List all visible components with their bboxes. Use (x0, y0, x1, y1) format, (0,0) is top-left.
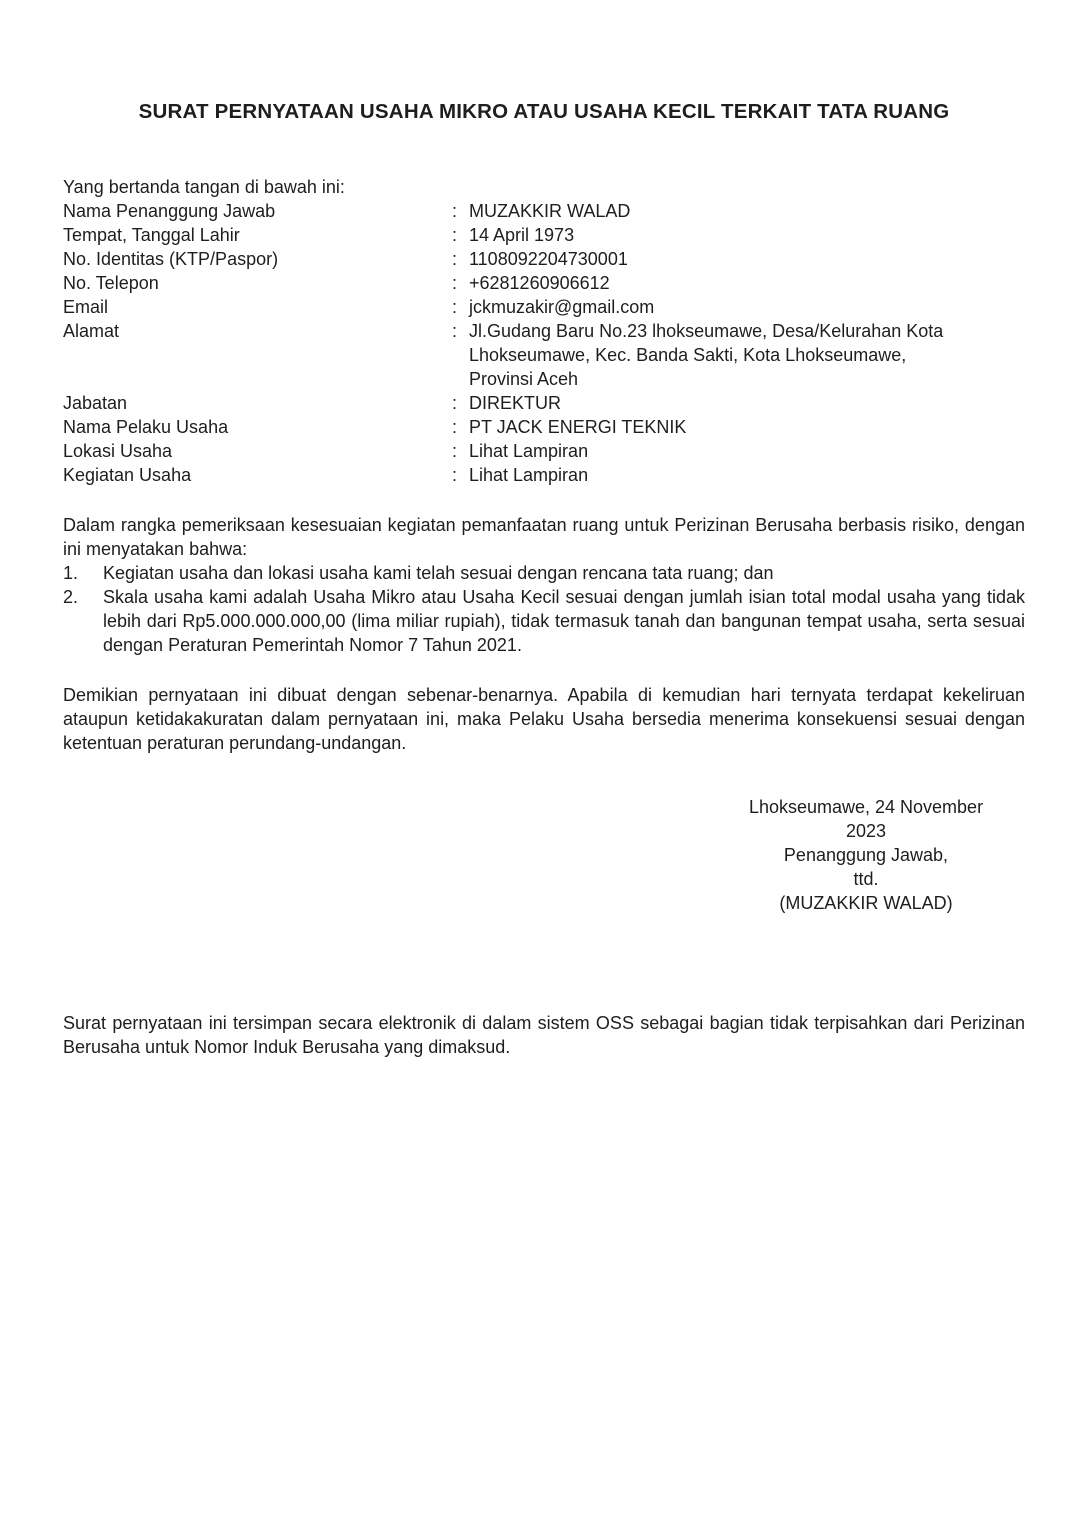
field-label: Jabatan (63, 393, 128, 413)
list-text: Kegiatan usaha dan lokasi usaha kami telah sesuai dengan rencana tata ruang; dan (103, 563, 774, 583)
field-label: No. Identitas (KTP/Paspor) (63, 249, 279, 269)
field-value-alamat (469, 319, 1025, 391)
document-title: SURAT PERNYATAAN USAHA MIKRO ATAU USAHA KECIL TERKAIT TATA RUANG (138, 100, 950, 123)
signature-place-date-line-2: 2023 (845, 821, 887, 841)
field-colon: : (452, 417, 458, 437)
field-label: Alamat (63, 321, 120, 341)
field-colon: : (452, 273, 458, 293)
field-row-nama-penanggung-jawab (63, 199, 1025, 223)
field-value: PT JACK ENERGI TEKNIK (469, 417, 687, 437)
signature-name: (MUZAKKIR WALAD) (779, 893, 953, 913)
field-row-tempat-tanggal-lahir (63, 223, 1025, 247)
list-text: Skala usaha kami adalah Usaha Mikro atau Usaha Kecil sesuai dengan jumlah isian total modal usaha yang tidak lebih dari Rp5.000.000.000,00 (lima miliar rupiah), tidak termasuk tanah dan bangunan tempat usaha, serta sesuai dengan Peraturan Pemerintah Nomor 7 Tahun 2021. (103, 587, 1025, 655)
field-row-nama-pelaku-usaha (63, 415, 1025, 439)
field-label: No. Telepon (63, 273, 159, 293)
footer-paragraph: Surat pernyataan ini tersimpan secara elektronik di dalam sistem OSS sebagai bagian tidak terpisahkan dari Perizinan Berusaha untuk Nomor Induk Berusaha yang dimaksud. (63, 1013, 1025, 1057)
field-value: Lihat Lampiran (469, 441, 589, 461)
field-row-email (63, 295, 1025, 319)
closing-paragraph: Demikian pernyataan ini dibuat dengan sebenar-benarnya. Apabila di kemudian hari ternyata terdapat kekeliruan ataupun ketidakakuratan dalam pernyataan ini, maka Pelaku Usaha bersedia menerima konsekuensi sesuai dengan ketentuan peraturan perundang-undangan. (63, 685, 1025, 753)
alamat-line-2: Lhokseumawe, Kec. Banda Sakti, Kota Lhokseumawe, (469, 345, 907, 365)
alamat-line-3: Provinsi Aceh (469, 369, 579, 389)
field-row-no-telepon (63, 271, 1025, 295)
field-colon: : (452, 201, 458, 221)
field-row-kegiatan-usaha (63, 463, 1025, 487)
field-colon: : (452, 249, 458, 269)
list-number: 1. (63, 563, 79, 583)
field-row-alamat (63, 319, 1025, 391)
list-number: 2. (63, 587, 79, 607)
field-label: Kegiatan Usaha (63, 465, 192, 485)
field-label: Email (63, 297, 109, 317)
field-value: Lihat Lampiran (469, 465, 589, 485)
statement-list (63, 561, 1025, 657)
field-colon: : (452, 225, 458, 245)
signature-role: Penanggung Jawab, (783, 845, 949, 865)
signature-ttd: ttd. (853, 869, 879, 889)
field-label: Tempat, Tanggal Lahir (63, 225, 240, 245)
field-colon: : (452, 465, 458, 485)
field-colon: : (452, 393, 458, 413)
field-row-jabatan (63, 391, 1025, 415)
fields-table (63, 199, 1025, 487)
field-colon: : (452, 441, 458, 461)
alamat-line-1: Jl.Gudang Baru No.23 lhokseumawe, Desa/Kelurahan Kota (469, 321, 944, 341)
list-item-1 (63, 561, 1025, 585)
field-colon: : (452, 297, 458, 317)
field-row-lokasi-usaha (63, 439, 1025, 463)
field-value: MUZAKKIR WALAD (469, 201, 631, 221)
field-colon: : (452, 321, 458, 341)
field-label: Lokasi Usaha (63, 441, 173, 461)
field-value: jckmuzakir@gmail.com (469, 297, 655, 317)
field-value: DIREKTUR (469, 393, 562, 413)
field-row-no-identitas (63, 247, 1025, 271)
field-value: 1108092204730001 (469, 249, 628, 269)
statement-intro-paragraph: Dalam rangka pemeriksaan kesesuaian kegiatan pemanfaatan ruang untuk Perizinan Berusaha berbasis risiko, dengan ini menyatakan bahwa: (63, 515, 1025, 559)
signature-block (716, 795, 1016, 915)
field-value: 14 April 1973 (469, 225, 575, 245)
field-label: Nama Pelaku Usaha (63, 417, 229, 437)
field-label: Nama Penanggung Jawab (63, 201, 276, 221)
intro-line: Yang bertanda tangan di bawah ini: (63, 177, 345, 197)
signature-place-date-line-1: Lhokseumawe, 24 November (748, 797, 984, 817)
list-item-2 (63, 585, 1025, 657)
field-value: +6281260906612 (469, 273, 610, 293)
